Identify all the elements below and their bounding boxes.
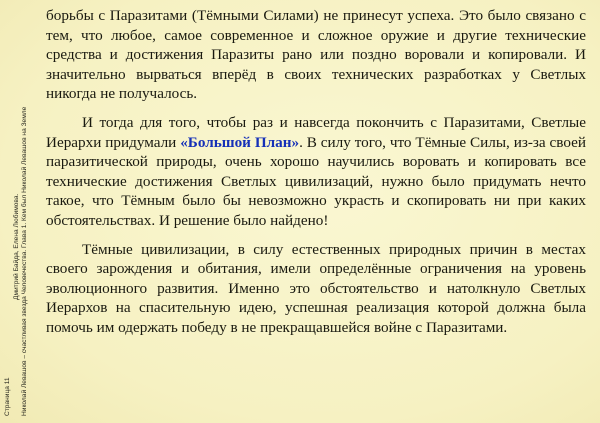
paragraph-3: Тёмные цивилизации, в силу естественных природных причин в местах своего зарождения и обитания, имели определённые ограничения на уровень эволюционного развития. Именно это обстоятельство и натолкнуло Светлых Иерархов на спасительную идею, успешная реализация которой должна была помочь им одержать победу в не прекращавшейся войне с Паразитами. <box>46 240 586 336</box>
authors-label: Дмитрий Байда, Елена Любимова. <box>13 193 20 300</box>
big-plan-highlight: «Большой План» <box>180 133 300 151</box>
page-sidebar <box>0 0 44 423</box>
paragraph-1: борьбы с Паразитами (Тёмными Силами) не принесут успеха. Это было связано с тем, что любое, самое современное и сложное оружие и другие технические средства и достижения Паразиты рано или поздно воровали и копировали. И значительно вырваться вперёд в своих технических разработках у Светлых никогда не получалось. <box>46 7 586 103</box>
document-body <box>46 6 586 347</box>
page-number-label: Страница 11 <box>4 377 11 416</box>
paragraph-2-before: И тогда для того, чтобы раз и навсегда покончить с Паразитами, Светлые Иерархи придумали <box>46 113 586 151</box>
book-title-label: Николай Левашов – счастливая звезда Человечества. Глава 1. Кем был Николай Левашов на Земле <box>21 106 28 416</box>
paragraph-2-after: . В силу того, что Тёмные Силы, из-за своей паразитической природы, очень хорошо научились воровать и копировать все технические достижения Светлых цивилизаций, нужно было придумать нечто такое, что Тёмным было бы невозможно украсть и скопировать ни при каких обстоятельствах. И решение было найдено! <box>46 133 586 229</box>
paragraph-2 <box>46 113 586 231</box>
